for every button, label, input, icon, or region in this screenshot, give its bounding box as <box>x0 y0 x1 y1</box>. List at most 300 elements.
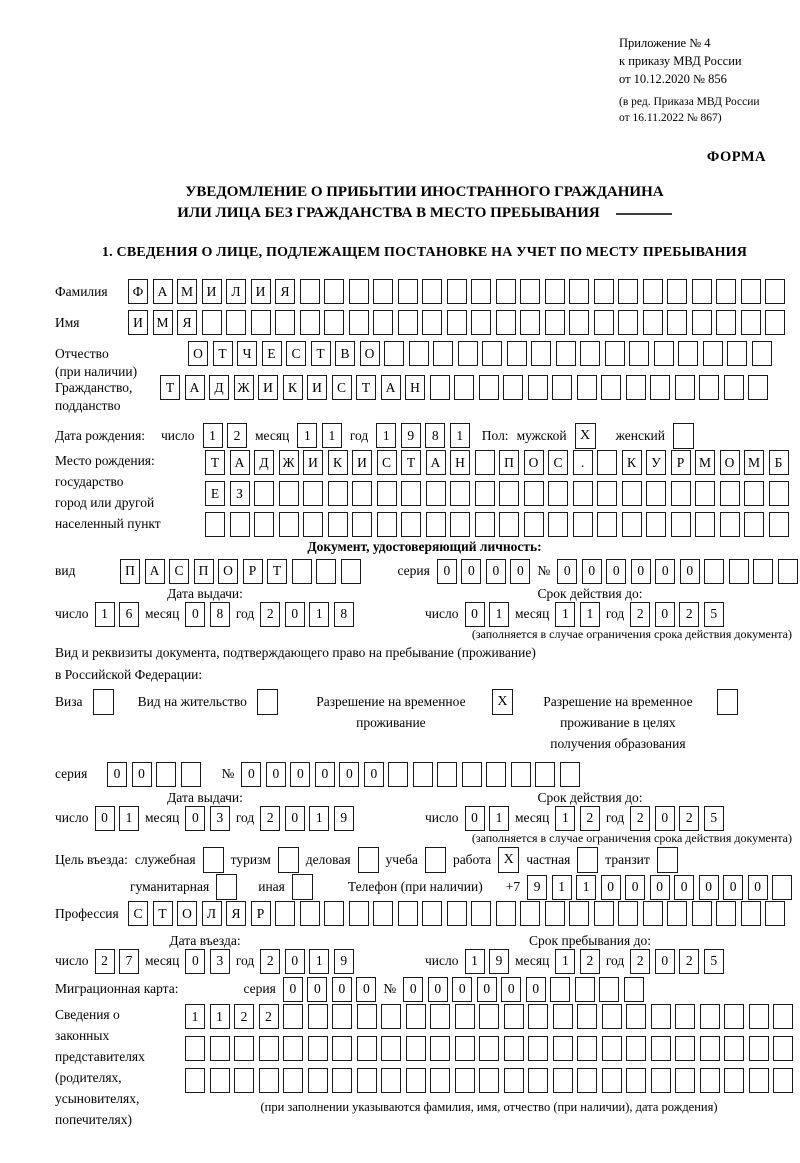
day-label: число <box>55 953 89 969</box>
char-cell: 0 <box>107 762 127 787</box>
month-label: месяц <box>255 427 290 443</box>
entry-date-title: Дата въезда: <box>169 933 241 949</box>
char-cell: Т <box>356 375 376 400</box>
citizenship-row <box>55 375 794 413</box>
char-cell: 0 <box>364 762 384 787</box>
char-cell <box>279 481 299 506</box>
citizenship-label <box>55 375 160 414</box>
char-cell <box>575 977 595 1002</box>
legal-reps-label-line4: (родителях, <box>55 1070 122 1086</box>
char-cell <box>577 1068 597 1093</box>
char-cell <box>772 875 792 900</box>
char-cell <box>447 279 467 304</box>
char-cell <box>692 310 712 335</box>
entry-purpose-label: Цель въезда: <box>55 852 128 868</box>
phone-label: Телефон (при наличии) <box>347 879 483 895</box>
char-cell <box>524 481 544 506</box>
char-cell: А <box>145 559 165 584</box>
id-doc-dates <box>55 586 794 627</box>
char-cell <box>703 341 723 366</box>
char-cell <box>692 279 712 304</box>
char-cell <box>259 1068 279 1093</box>
char-cell <box>230 512 250 537</box>
char-cell: 1 <box>95 602 115 627</box>
char-cell <box>349 279 369 304</box>
patronymic-cells <box>188 341 772 366</box>
char-cell <box>654 341 674 366</box>
char-cell <box>384 341 404 366</box>
char-cell <box>580 341 600 366</box>
patronymic-row <box>55 341 794 379</box>
char-cell <box>626 1004 646 1029</box>
char-cell: 0 <box>748 875 768 900</box>
birth-place-label <box>55 450 205 543</box>
char-cell <box>749 1036 769 1061</box>
char-cell <box>283 1068 303 1093</box>
purpose-transit-label: транзит <box>605 852 650 868</box>
char-cell: 0 <box>625 875 645 900</box>
char-cell <box>699 375 719 400</box>
birth-place-row-2 <box>205 481 789 506</box>
char-cell: 0 <box>699 875 719 900</box>
char-cell: Р <box>243 559 263 584</box>
char-cell <box>450 481 470 506</box>
char-cell: 7 <box>119 949 139 974</box>
char-cell <box>667 310 687 335</box>
char-cell <box>300 279 320 304</box>
char-cell <box>398 310 418 335</box>
appendix-line-3: от 10.12.2020 № 856 <box>619 72 727 87</box>
legal-reps-row-3 <box>185 1068 793 1093</box>
stay-doc-valid-year <box>630 806 724 831</box>
id-doc-valid-month <box>555 602 600 627</box>
char-cell: П <box>120 559 140 584</box>
char-cell: 0 <box>285 949 305 974</box>
valid-until-title: Срок действия до: <box>537 790 643 806</box>
profession-row <box>55 901 794 933</box>
char-cell: 0 <box>510 559 530 584</box>
char-cell <box>692 901 712 926</box>
char-cell <box>499 481 519 506</box>
month-label: месяц <box>515 810 550 826</box>
char-cell <box>279 512 299 537</box>
char-cell <box>332 1068 352 1093</box>
char-cell <box>646 512 666 537</box>
sex-male-checkbox: X <box>575 423 596 449</box>
stay-doc-valid-month <box>555 806 600 831</box>
char-cell <box>594 901 614 926</box>
char-cell <box>569 310 589 335</box>
char-cell <box>462 762 482 787</box>
char-cell: Т <box>401 450 421 475</box>
char-cell <box>602 1068 622 1093</box>
char-cell: И <box>128 310 148 335</box>
char-cell <box>741 310 761 335</box>
purpose-study-label: учеба <box>385 852 418 868</box>
char-cell <box>341 559 361 584</box>
char-cell: 0 <box>285 806 305 831</box>
char-cell <box>401 481 421 506</box>
char-cell: 3 <box>210 949 230 974</box>
char-cell: З <box>230 481 250 506</box>
option-visa-checkbox <box>93 689 114 715</box>
char-cell: Ф <box>128 279 148 304</box>
option-temp-residence-education-label: Разрешение на временное проживание в целях получения образования <box>543 694 693 751</box>
char-cell: 0 <box>185 602 205 627</box>
char-cell: А <box>153 279 173 304</box>
char-cell <box>778 559 798 584</box>
char-cell: О <box>218 559 238 584</box>
char-cell: 0 <box>650 875 670 900</box>
surname-row <box>55 279 794 310</box>
char-cell <box>308 1004 328 1029</box>
char-cell: 0 <box>452 977 472 1002</box>
stay-until-col <box>425 933 755 974</box>
id-doc-valid-year <box>630 602 724 627</box>
profession-cells <box>128 901 785 926</box>
char-cell: А <box>426 450 446 475</box>
char-cell: 1 <box>185 1004 205 1029</box>
char-cell: У <box>646 450 666 475</box>
option-temp-residence-education <box>529 689 738 755</box>
char-cell <box>531 341 551 366</box>
char-cell <box>357 1004 377 1029</box>
char-cell <box>455 1004 475 1029</box>
issue-date-title: Дата выдачи: <box>167 790 243 806</box>
char-cell <box>573 481 593 506</box>
char-cell: М <box>177 279 197 304</box>
char-cell <box>388 762 408 787</box>
char-cell <box>626 1036 646 1061</box>
char-cell: М <box>744 450 764 475</box>
legal-reps-label-line6: попечителях) <box>55 1112 132 1128</box>
char-cell <box>210 1036 230 1061</box>
char-cell <box>328 512 348 537</box>
firstname-cells <box>128 310 785 335</box>
char-cell: Н <box>450 450 470 475</box>
char-cell <box>303 481 323 506</box>
char-cell <box>454 375 474 400</box>
char-cell: 0 <box>655 602 675 627</box>
id-doc-heading: Документ, удостоверяющий личность: <box>307 539 542 555</box>
option-residence-permit-checkbox <box>257 689 278 715</box>
char-cell <box>406 1036 426 1061</box>
year-label: год <box>349 427 369 443</box>
char-cell <box>727 341 747 366</box>
stay-doc-issue-day <box>95 806 140 831</box>
birth-place-cells <box>205 450 789 543</box>
char-cell: 0 <box>465 806 485 831</box>
char-cell <box>618 901 638 926</box>
char-cell: П <box>499 450 519 475</box>
char-cell: Т <box>267 559 287 584</box>
birth-place-label-line1: Место рождения: <box>55 453 155 469</box>
char-cell <box>744 512 764 537</box>
year-label: год <box>235 810 255 826</box>
char-cell <box>700 1036 720 1061</box>
char-cell: Я <box>177 310 197 335</box>
purpose-other-checkbox <box>292 874 313 900</box>
id-doc-series-label: серия <box>397 563 430 579</box>
char-cell: 1 <box>555 949 575 974</box>
purpose-other-label: иная <box>258 879 285 895</box>
char-cell: 9 <box>401 423 421 448</box>
legal-reps-row-2 <box>185 1036 793 1061</box>
char-cell <box>520 279 540 304</box>
char-cell: О <box>188 341 208 366</box>
char-cell <box>552 375 572 400</box>
char-cell: 1 <box>297 423 317 448</box>
citizenship-label-line1: Гражданство, <box>55 380 133 396</box>
char-cell: 2 <box>679 806 699 831</box>
month-label: месяц <box>145 606 180 622</box>
id-doc-issue-col <box>55 586 425 627</box>
char-cell <box>528 375 548 400</box>
char-cell <box>716 901 736 926</box>
char-cell <box>753 559 773 584</box>
char-cell: 2 <box>260 602 280 627</box>
stay-doc-issue-year <box>260 806 354 831</box>
char-cell <box>475 450 495 475</box>
migration-card-number-cells <box>403 977 644 1002</box>
day-label: число <box>425 606 459 622</box>
id-doc-issue-year <box>260 602 354 627</box>
char-cell: 0 <box>285 602 305 627</box>
stay-doc-dates <box>55 790 794 831</box>
month-label: месяц <box>515 606 550 622</box>
char-cell <box>671 481 691 506</box>
legal-reps-label-line1: Сведения о <box>55 1007 120 1023</box>
char-cell <box>594 279 614 304</box>
char-cell: И <box>352 450 372 475</box>
char-cell: 0 <box>465 602 485 627</box>
char-cell <box>308 1036 328 1061</box>
purpose-humanitarian-label: гуманитарная <box>130 879 210 895</box>
revision-line-1: (в ред. Приказа МВД России <box>619 96 760 109</box>
char-cell <box>748 375 768 400</box>
char-cell <box>471 279 491 304</box>
char-cell <box>406 1068 426 1093</box>
char-cell <box>599 977 619 1002</box>
char-cell: 0 <box>428 977 448 1002</box>
purpose-transit-checkbox <box>657 847 678 873</box>
char-cell <box>381 1068 401 1093</box>
char-cell: 1 <box>552 875 572 900</box>
char-cell: 1 <box>576 875 596 900</box>
char-cell <box>328 481 348 506</box>
char-cell: Е <box>205 481 225 506</box>
char-cell <box>433 341 453 366</box>
section1-heading: 1. СВЕДЕНИЯ О ЛИЦЕ, ПОДЛЕЖАЩЕМ ПОСТАНОВКЕ НА УЧЕТ ПО МЕСТУ ПРЕБЫВАНИЯ <box>101 245 748 261</box>
char-cell <box>504 1004 524 1029</box>
option-residence-permit <box>138 689 278 715</box>
char-cell: Н <box>405 375 425 400</box>
char-cell: 9 <box>334 949 354 974</box>
char-cell <box>675 1036 695 1061</box>
char-cell: 0 <box>526 977 546 1002</box>
char-cell: И <box>307 375 327 400</box>
birth-month-cells <box>297 423 342 448</box>
char-cell: 2 <box>227 423 247 448</box>
char-cell <box>251 310 271 335</box>
char-cell <box>716 279 736 304</box>
char-cell <box>185 1068 205 1093</box>
char-cell <box>398 901 418 926</box>
purpose-private-label: частная <box>526 852 571 868</box>
char-cell <box>332 1004 352 1029</box>
char-cell: 9 <box>527 875 547 900</box>
title-underline <box>616 213 672 216</box>
char-cell: 2 <box>234 1004 254 1029</box>
char-cell: М <box>695 450 715 475</box>
char-cell <box>181 762 201 787</box>
char-cell <box>520 901 540 926</box>
char-cell <box>643 279 663 304</box>
char-cell <box>752 341 772 366</box>
option-temp-residence-education-checkbox <box>717 689 738 715</box>
birth-day-cells <box>203 423 248 448</box>
char-cell <box>511 762 531 787</box>
char-cell: С <box>286 341 306 366</box>
char-cell <box>597 450 617 475</box>
char-cell <box>671 512 691 537</box>
char-cell <box>422 310 442 335</box>
year-label: год <box>605 810 625 826</box>
day-label: число <box>425 953 459 969</box>
char-cell: 8 <box>210 602 230 627</box>
char-cell <box>447 310 467 335</box>
char-cell <box>357 1036 377 1061</box>
migration-card-series-label: серия <box>243 981 276 997</box>
char-cell: Т <box>205 450 225 475</box>
char-cell <box>496 310 516 335</box>
char-cell <box>765 901 785 926</box>
char-cell <box>553 1004 573 1029</box>
year-label: год <box>235 953 255 969</box>
char-cell <box>622 512 642 537</box>
char-cell <box>507 341 527 366</box>
id-doc-issue-day <box>95 602 140 627</box>
char-cell <box>426 481 446 506</box>
char-cell <box>618 310 638 335</box>
purpose-business-label: деловая <box>305 852 351 868</box>
sex-label: Пол: <box>481 427 509 443</box>
char-cell: О <box>720 450 740 475</box>
month-label: месяц <box>145 953 180 969</box>
stay-doc-number-cells <box>241 762 580 787</box>
entry-date-day <box>95 949 140 974</box>
char-cell <box>455 1036 475 1061</box>
char-cell <box>357 1068 377 1093</box>
char-cell <box>528 1004 548 1029</box>
patronymic-label-line2: (при наличии) <box>55 363 138 379</box>
purpose-business-checkbox <box>358 847 379 873</box>
char-cell <box>349 901 369 926</box>
char-cell <box>471 901 491 926</box>
char-cell: М <box>153 310 173 335</box>
char-cell: 1 <box>210 1004 230 1029</box>
char-cell <box>254 512 274 537</box>
char-cell <box>569 279 589 304</box>
char-cell: 8 <box>425 423 445 448</box>
char-cell <box>185 1036 205 1061</box>
char-cell <box>332 1036 352 1061</box>
char-cell: И <box>258 375 278 400</box>
char-cell <box>303 512 323 537</box>
legal-reps-note: (при заполнении указываются фамилия, имя, отчество (при наличии), дата рождения) <box>260 1100 718 1115</box>
stay-until-title: Срок пребывания до: <box>529 933 651 949</box>
purpose-official-checkbox <box>203 847 224 873</box>
char-cell: 1 <box>376 423 396 448</box>
char-cell <box>560 762 580 787</box>
char-cell <box>651 1068 671 1093</box>
purpose-study-checkbox <box>425 847 446 873</box>
birth-place-label-line4: населенный пункт <box>55 516 161 532</box>
char-cell <box>447 901 467 926</box>
stay-doc-valid-day <box>465 806 510 831</box>
char-cell: И <box>251 279 271 304</box>
char-cell <box>426 512 446 537</box>
char-cell <box>324 279 344 304</box>
year-label: год <box>235 606 255 622</box>
char-cell: 0 <box>601 875 621 900</box>
char-cell: 1 <box>309 949 329 974</box>
char-cell: 0 <box>403 977 423 1002</box>
char-cell <box>377 481 397 506</box>
char-cell <box>773 1004 793 1029</box>
char-cell <box>373 901 393 926</box>
char-cell: 2 <box>630 949 650 974</box>
char-cell: 0 <box>132 762 152 787</box>
birth-place-row-3 <box>205 512 789 537</box>
patronymic-label-line1: Отчество <box>55 346 109 362</box>
char-cell <box>594 310 614 335</box>
char-cell: А <box>381 375 401 400</box>
char-cell: 2 <box>260 806 280 831</box>
migration-card-series-cells <box>283 977 377 1002</box>
stay-doc-valid-note: (заполняется в случае ограничения срока действия документа) <box>471 831 792 846</box>
char-cell <box>437 762 457 787</box>
char-cell <box>602 1036 622 1061</box>
purpose-tourism-checkbox <box>278 847 299 873</box>
char-cell <box>471 310 491 335</box>
char-cell <box>724 1036 744 1061</box>
char-cell: Л <box>226 279 246 304</box>
stay-doc-line2: в Российской Федерации: <box>55 667 203 683</box>
firstname-label: Имя <box>55 315 80 331</box>
char-cell <box>381 1004 401 1029</box>
char-cell: 0 <box>266 762 286 787</box>
legal-reps-cells <box>185 1004 793 1130</box>
char-cell: 0 <box>185 806 205 831</box>
option-temp-residence <box>300 689 513 734</box>
revision-block <box>619 94 794 126</box>
char-cell <box>275 901 295 926</box>
char-cell <box>716 310 736 335</box>
char-cell <box>700 1004 720 1029</box>
stay-until-day <box>465 949 510 974</box>
char-cell: 1 <box>322 423 342 448</box>
char-cell: 0 <box>95 806 115 831</box>
char-cell <box>422 279 442 304</box>
char-cell: 0 <box>655 806 675 831</box>
migration-card-label: Миграционная карта: <box>55 981 179 997</box>
char-cell: О <box>524 450 544 475</box>
option-residence-permit-label: Вид на жительство <box>137 694 247 710</box>
char-cell <box>409 341 429 366</box>
char-cell <box>545 310 565 335</box>
char-cell: 9 <box>334 806 354 831</box>
